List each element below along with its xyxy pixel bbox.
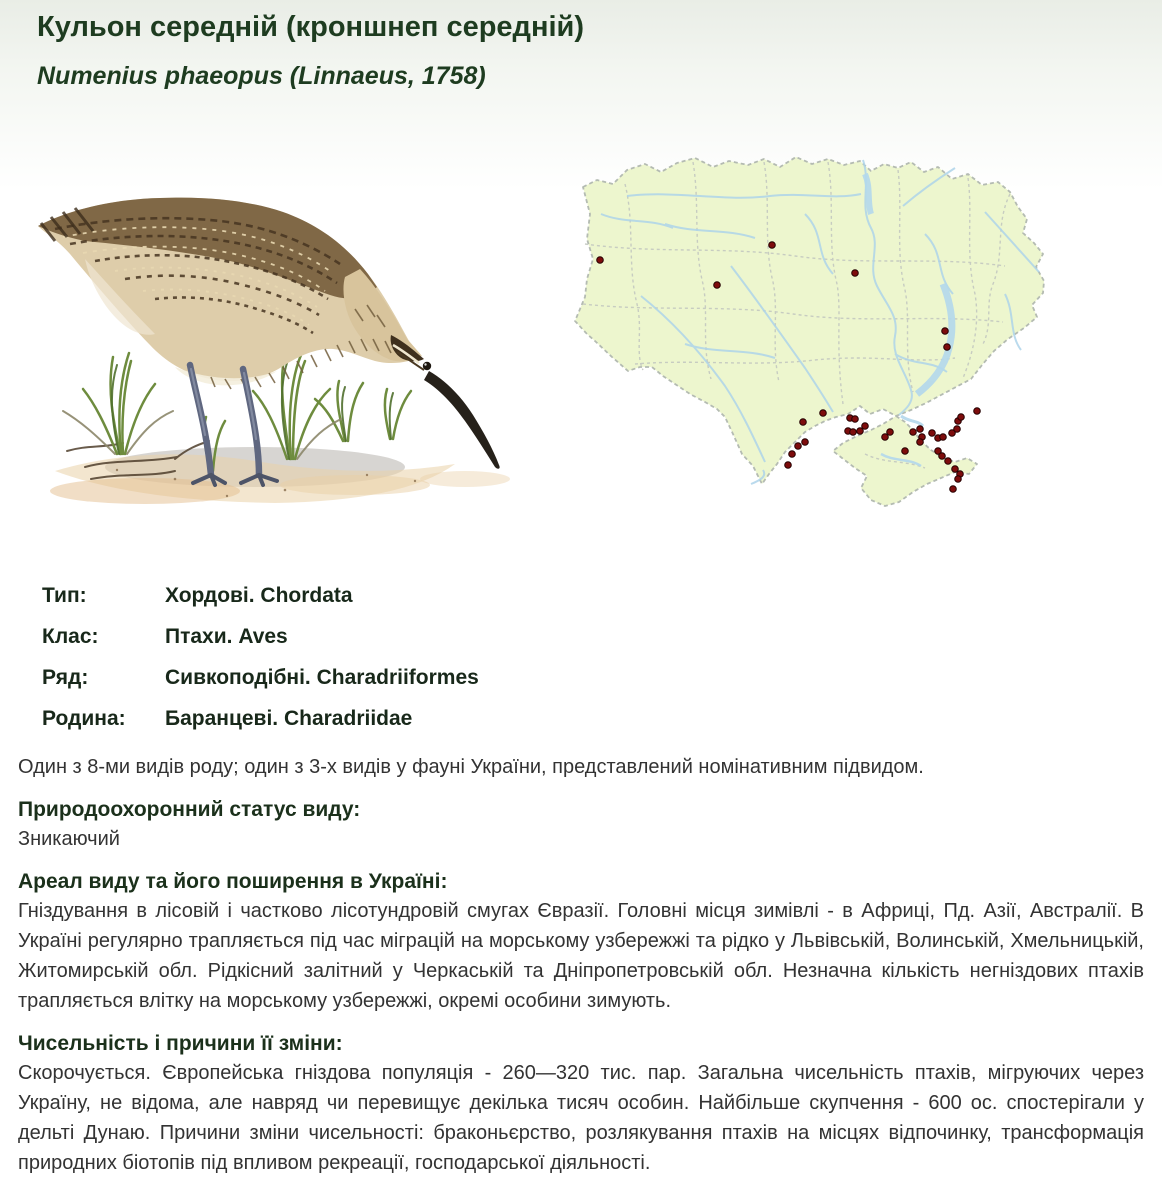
taxonomy-label: Ряд: (42, 666, 89, 689)
page-header (18, 10, 1144, 91)
section-text: Гніздування в лісовій і частково лісотундровій смугах Євразії. Головні місця зимівлі - в Африці, Пд. Азії, Австралії. В Україні регулярно трапляється під час міграцій на морському узбережжі та рідко у Львівській, Волинській, Хмельницькій, Житомирській обл. Рідкісний залітний у Черкаській та Дніпропетровській обл. Незначна кількість негніздових птахів трапляється влітку на морському узбережжі, окремі особини зимують. (18, 900, 1144, 1012)
section-range (18, 868, 1144, 1016)
ukraine-map-svg (565, 154, 1160, 519)
bird-illustration (25, 149, 540, 549)
ukraine-distribution-map (565, 154, 1160, 519)
section-text: Зникаючий (18, 828, 120, 850)
taxonomy-value: Птахи. Aves (165, 625, 288, 648)
taxonomy-label: Родина: (42, 707, 126, 730)
intro-text: Один з 8-ми видів роду; один з 3-х видів у фауні України, представлений номінативним підвидом. (18, 756, 924, 778)
taxonomy-value: Баранцеві. Charadriidae (165, 707, 413, 730)
ukraine-mainland-shape (575, 157, 1044, 484)
section-heading: Ареал виду та його поширення в Україні: (18, 870, 448, 893)
bird-illustration-svg (25, 149, 540, 549)
taxonomy-table (42, 575, 479, 739)
section-text: Скорочується. Європейська гніздова популяція - 260—320 тис. пар. Загальна чисельність птахів, мігруючих через Україну, не відома, але навряд чи перевищує декілька тисяч особин. Найбільше скупчення - 600 ос. спостерігали у дельті Дунаю. Причини зміни чисельності: браконьєрство, розлякування птахів на місцях відпочинку, трансформація природних біотопів під впливом рекреації, господарської діяльності. (18, 1062, 1144, 1174)
section-population (18, 1030, 1144, 1178)
taxonomy-label: Клас: (42, 625, 99, 648)
section-status (18, 796, 1144, 854)
page-title: Кульон середній (кроншнеп середній) (37, 11, 585, 43)
taxonomy-row (42, 575, 479, 616)
taxonomy-label: Тип: (42, 584, 87, 607)
taxonomy-row (42, 616, 479, 657)
taxonomy-row (42, 657, 479, 698)
taxonomy-value: Хордові. Chordata (165, 584, 353, 607)
taxonomy-row (42, 698, 479, 739)
section-heading: Чисельність і причини її зміни: (18, 1032, 343, 1055)
scientific-name: Numenius phaeopus (Linnaeus, 1758) (37, 62, 486, 90)
taxonomy-value: Сивкоподібні. Charadriiformes (165, 666, 479, 689)
media-row (18, 149, 1144, 549)
section-heading: Природоохоронний статус виду: (18, 798, 361, 821)
